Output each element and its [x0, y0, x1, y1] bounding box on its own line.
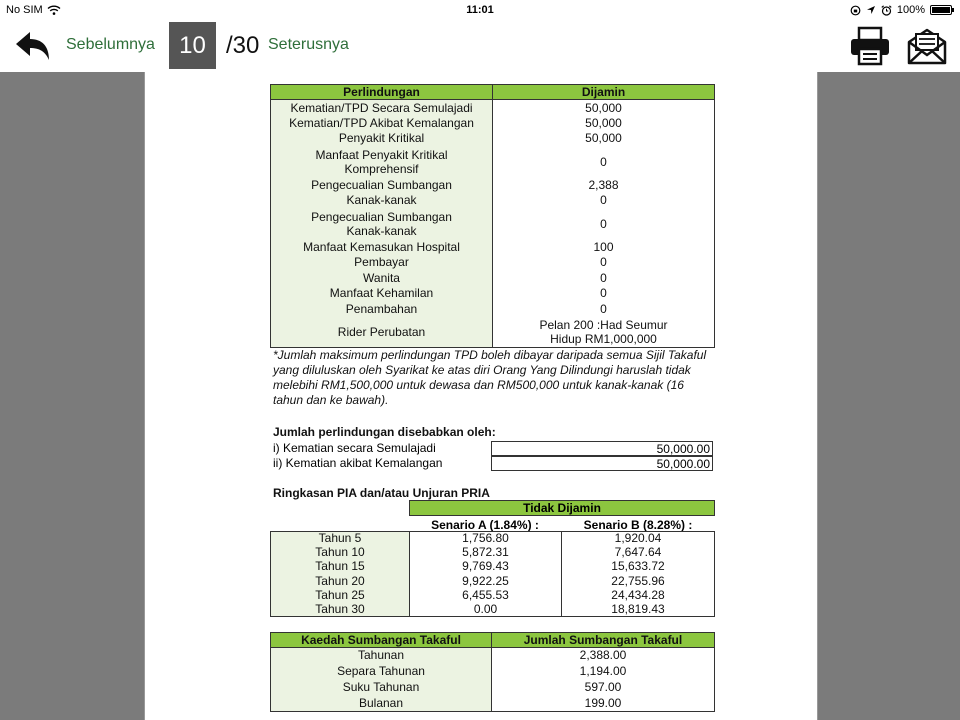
coverage-value: 0	[493, 193, 715, 209]
pia-table	[270, 531, 715, 617]
contribution-method: Suku Tahunan	[271, 680, 492, 696]
pia-year: Tahun 5	[271, 532, 410, 546]
table-row	[271, 574, 715, 588]
coverage-label: Rider Perubatan	[271, 317, 493, 348]
coverage-value: 50,000	[493, 115, 715, 131]
status-right	[850, 4, 952, 16]
contribution-header-method: Kaedah Sumbangan Takaful	[271, 633, 492, 648]
pia-scenario-a: 1,756.80	[410, 532, 562, 546]
coverage-value: 0	[493, 270, 715, 286]
pia-scenario-a: 9,922.25	[410, 574, 562, 588]
coverage-value: 0	[493, 146, 715, 177]
pia-year: Tahun 10	[271, 546, 410, 560]
battery-level-fill	[932, 7, 950, 13]
pia-scenario-b: 1,920.04	[614, 531, 662, 546]
pia-scenario-a: 5,872.31	[410, 546, 562, 560]
table-row	[271, 115, 715, 131]
coverage-value: Pelan 200 :Had Seumur Hidup RM1,000,000	[493, 317, 715, 348]
coverage-label: Manfaat Kehamilan	[271, 286, 493, 302]
death-label: ii) Kematian akibat Kemalangan	[273, 456, 443, 470]
tpd-footnote: *Jumlah maksimum perlindungan TPD boleh dibayar daripada semua Sijil Takaful yang diluluskan oleh Syarikat ke atas diri Orang Yang Dilindungi haruslah tidak melebihi RM1,500,000 untuk dewasa dan RM500,000 untuk kanak-kanak (16 tahun dan ke bawah).	[273, 348, 707, 407]
coverage-label: Kanak-kanak	[271, 193, 493, 209]
death-label: i) Kematian secara Semulajadi	[273, 441, 436, 455]
page-number-input[interactable]	[169, 22, 216, 69]
table-row	[271, 696, 715, 712]
pia-scenario-a: 6,455.53	[410, 588, 562, 602]
death-value: 50,000.00	[491, 441, 713, 456]
coverage-label: Kematian/TPD Secara Semulajadi	[271, 100, 493, 116]
contribution-amount: 199.00	[584, 695, 622, 710]
death-value: 50,000.00	[491, 456, 713, 471]
coverage-header-value: Dijamin	[493, 85, 715, 100]
contribution-amount: 2,388.00	[579, 648, 627, 663]
pia-year: Tahun 20	[271, 574, 410, 588]
table-row	[271, 208, 715, 239]
table-row	[271, 177, 715, 193]
previous-page-link[interactable]: Sebelumnya	[66, 36, 155, 53]
pia-scenario-a: 0.00	[410, 602, 562, 616]
coverage-value: 100	[493, 239, 715, 255]
email-icon[interactable]	[905, 26, 949, 66]
pia-year: Tahun 30	[271, 602, 410, 616]
table-row	[271, 532, 715, 546]
orientation-lock-icon	[850, 5, 861, 16]
coverage-value: 2,388	[493, 177, 715, 193]
contribution-header-amount: Jumlah Sumbangan Takaful	[492, 633, 715, 648]
pia-year: Tahun 25	[271, 588, 410, 602]
coverage-value: 0	[493, 208, 715, 239]
contribution-method: Separa Tahunan	[271, 664, 492, 680]
coverage-label: Pembayar	[271, 255, 493, 271]
pia-scenario-b: 24,434.28	[611, 587, 665, 602]
page-total: /30	[226, 32, 260, 59]
coverage-label: Pengecualian Sumbangan Kanak-kanak	[271, 208, 493, 239]
pia-scenario-b: 22,755.96	[611, 573, 665, 588]
table-row	[271, 546, 715, 560]
scenario-b-header: Senario B (8.28%) :	[583, 518, 693, 532]
nav-bar	[0, 20, 960, 72]
alarm-icon	[881, 5, 892, 16]
table-row	[271, 100, 715, 116]
table-row	[271, 560, 715, 574]
table-row	[271, 602, 715, 616]
pia-scenario-b: 7,647.64	[614, 545, 662, 560]
document-page	[144, 72, 818, 720]
table-row	[271, 301, 715, 317]
table-row	[271, 680, 715, 696]
coverage-label: Kematian/TPD Akibat Kemalangan	[271, 115, 493, 131]
contribution-method: Tahunan	[271, 648, 492, 664]
scenario-a-header: Senario A (1.84%) :	[431, 518, 539, 532]
pia-scenario-b: 15,633.72	[611, 559, 665, 574]
table-row	[271, 648, 715, 664]
table-row	[271, 664, 715, 680]
table-row	[271, 239, 715, 255]
table-row	[271, 588, 715, 602]
contribution-table	[270, 632, 715, 712]
coverage-value: 0	[493, 255, 715, 271]
pia-not-guaranteed-header: Tidak Dijamin	[409, 500, 715, 516]
coverage-label: Manfaat Penyakit Kritikal Komprehensif	[271, 146, 493, 177]
coverage-label: Pengecualian Sumbangan	[271, 177, 493, 193]
battery-percent: 100%	[896, 4, 925, 16]
coverage-value: 0	[493, 301, 715, 317]
status-bar	[0, 0, 960, 20]
coverage-label: Manfaat Kemasukan Hospital	[271, 239, 493, 255]
next-page-link[interactable]: Seterusnya	[268, 36, 349, 53]
table-row	[271, 146, 715, 177]
status-time: 11:01	[466, 4, 494, 16]
death-row	[273, 456, 713, 471]
coverage-table	[270, 84, 715, 348]
pia-scenario-b: 18,819.43	[611, 601, 665, 616]
printer-icon[interactable]	[848, 26, 892, 66]
coverage-value: 50,000	[493, 100, 715, 116]
death-section-title: Jumlah perlindungan disebabkan oleh:	[273, 425, 496, 439]
contribution-amount: 597.00	[584, 680, 622, 694]
coverage-label: Wanita	[271, 270, 493, 286]
table-row	[271, 131, 715, 147]
table-row	[271, 270, 715, 286]
pia-scenario-a: 9,769.43	[410, 560, 562, 574]
coverage-header-label: Perlindungan	[271, 85, 493, 100]
carrier-label: No SIM	[6, 4, 43, 16]
pia-section-title: Ringkasan PIA dan/atau Unjuran PRIA	[273, 486, 490, 500]
contribution-amount: 1,194.00	[579, 664, 627, 678]
coverage-label: Penambahan	[271, 301, 493, 317]
table-row	[271, 286, 715, 302]
contribution-method: Bulanan	[271, 696, 492, 712]
table-row	[271, 317, 715, 348]
table-row	[271, 255, 715, 271]
battery-icon	[930, 5, 952, 15]
pia-year: Tahun 15	[271, 560, 410, 574]
coverage-value: 50,000	[493, 131, 715, 147]
table-row	[271, 193, 715, 209]
coverage-label: Penyakit Kritikal	[271, 131, 493, 147]
death-row	[273, 441, 713, 456]
back-arrow-icon[interactable]	[14, 30, 52, 62]
coverage-value: 0	[493, 286, 715, 302]
location-icon	[866, 5, 876, 15]
